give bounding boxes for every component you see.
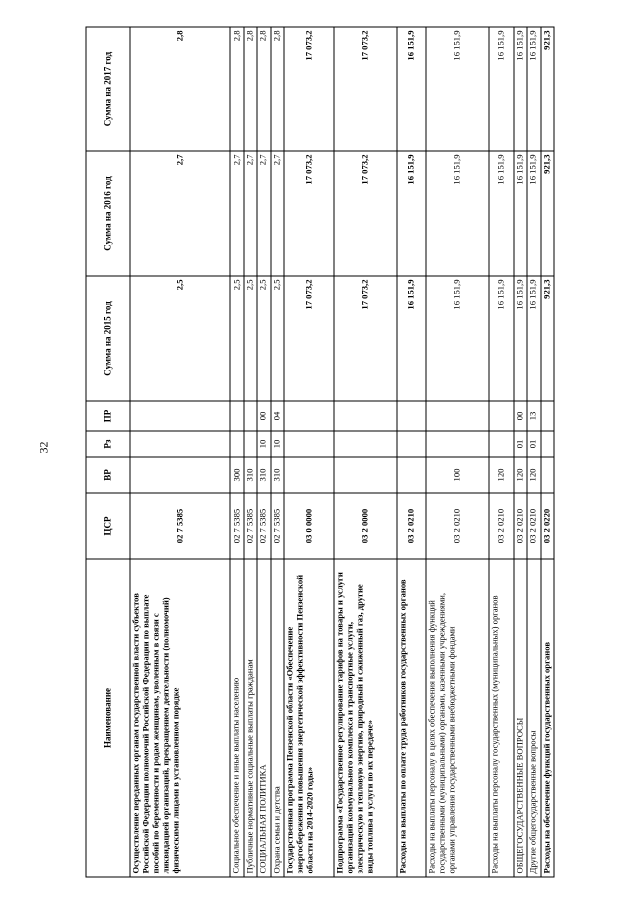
cell-vr: 310 (257, 457, 270, 493)
cell-sum-2016: 2,7 (130, 151, 230, 276)
table-row (334, 27, 397, 877)
cell-vr: 300 (230, 457, 243, 493)
cell-sum-2017: 16 151,9 (514, 27, 527, 151)
cell-csr: 03 2 0220 (541, 493, 555, 559)
table-row (130, 27, 230, 877)
cell-vr (541, 457, 555, 493)
cell-sum-2016: 16 151,9 (426, 151, 489, 276)
cell-pr: 04 (271, 401, 284, 431)
cell-pr (489, 401, 514, 431)
cell-rz: 01 (527, 431, 540, 457)
cell-vr (284, 457, 334, 493)
cell-vr: 310 (271, 457, 284, 493)
cell-sum-2015: 16 151,9 (527, 276, 540, 401)
cell-rz (334, 431, 397, 457)
cell-csr: 03 2 0210 (489, 493, 514, 559)
cell-sum-2015: 2,5 (244, 276, 257, 401)
cell-vr: 120 (514, 457, 527, 493)
cell-rz (244, 431, 257, 457)
cell-csr: 02 7 5385 (271, 493, 284, 559)
cell-rz (130, 431, 230, 457)
cell-sum-2015: 16 151,9 (489, 276, 514, 401)
cell-rz (397, 431, 426, 457)
table-row (426, 27, 489, 877)
header-name: Наименование (86, 559, 130, 877)
cell-rz (230, 431, 243, 457)
header-vr: ВР (86, 457, 130, 493)
cell-sum-2016: 2,7 (230, 151, 243, 276)
cell-sum-2016: 921,3 (541, 151, 555, 276)
page-number: 32 (36, 441, 51, 454)
cell-vr: 120 (527, 457, 540, 493)
cell-vr (334, 457, 397, 493)
cell-sum-2015: 17 073,2 (284, 276, 334, 401)
cell-sum-2017: 2,8 (230, 27, 243, 151)
cell-sum-2016: 17 073,2 (334, 151, 397, 276)
table-row (244, 27, 257, 877)
cell-csr: 03 2 0210 (397, 493, 426, 559)
cell-sum-2017: 16 151,9 (426, 27, 489, 151)
header-rz: Рз (86, 431, 130, 457)
cell-pr (284, 401, 334, 431)
cell-csr: 03 2 0210 (426, 493, 489, 559)
cell-vr: 310 (244, 457, 257, 493)
cell-csr: 03 2 0210 (514, 493, 527, 559)
cell-sum-2017: 17 073,2 (334, 27, 397, 151)
cell-pr: 13 (527, 401, 540, 431)
cell-sum-2017: 2,8 (257, 27, 270, 151)
table-row (257, 27, 270, 877)
cell-sum-2016: 16 151,9 (397, 151, 426, 276)
cell-rz (489, 431, 514, 457)
cell-sum-2015: 16 151,9 (426, 276, 489, 401)
table-row (527, 27, 540, 877)
cell-sum-2015: 2,5 (130, 276, 230, 401)
cell-sum-2015: 921,3 (541, 276, 555, 401)
cell-pr (230, 401, 243, 431)
cell-sum-2017: 16 151,9 (527, 27, 540, 151)
table-row (284, 27, 334, 877)
cell-rz (541, 431, 555, 457)
table-row (541, 27, 555, 877)
cell-sum-2016: 16 151,9 (514, 151, 527, 276)
table-row (230, 27, 243, 877)
cell-rz: 01 (514, 431, 527, 457)
cell-pr: 00 (257, 401, 270, 431)
cell-rz (284, 431, 334, 457)
header-csr: ЦСР (86, 493, 130, 559)
cell-sum-2017: 16 151,9 (489, 27, 514, 151)
cell-pr (426, 401, 489, 431)
cell-rz: 10 (257, 431, 270, 457)
cell-name: Расходы на выплаты по оплате труда работников государственных органов (397, 559, 426, 877)
cell-sum-2017: 17 073,2 (284, 27, 334, 151)
header-row (86, 27, 130, 877)
cell-csr: 02 7 5385 (257, 493, 270, 559)
cell-vr (130, 457, 230, 493)
header-pr: ПР (86, 401, 130, 431)
cell-csr: 03 2 0000 (334, 493, 397, 559)
cell-vr: 100 (426, 457, 489, 493)
cell-name: Расходы на обеспечение функций государственных органов (541, 559, 555, 877)
cell-pr (397, 401, 426, 431)
header-sum-2016: Сумма на 2016 год (86, 151, 130, 276)
cell-name: Расходы на выплаты персоналу в целях обеспечения выполнения функций государственными (муниципальными) органами, казенными учреждениями, органами управления государственными внебюджетными фондами (426, 559, 489, 877)
table-row (514, 27, 527, 877)
cell-rz: 10 (271, 431, 284, 457)
cell-sum-2017: 2,8 (244, 27, 257, 151)
cell-sum-2015: 2,5 (271, 276, 284, 401)
cell-pr (541, 401, 555, 431)
cell-sum-2016: 2,7 (244, 151, 257, 276)
cell-rz (426, 431, 489, 457)
cell-csr: 03 0 0000 (284, 493, 334, 559)
cell-name: Подпрограмма «Государственное регулирование тарифов на товары и услуги организаций коммунального комплекса и транспортные услуги, электрическую и тепловую энергию, природный и сжиженный газ, другие виды топлива и услуги по их передаче» (334, 559, 397, 877)
cell-sum-2015: 16 151,9 (514, 276, 527, 401)
cell-csr: 02 7 5385 (244, 493, 257, 559)
budget-table (86, 26, 555, 877)
cell-sum-2015: 17 073,2 (334, 276, 397, 401)
table-row (271, 27, 284, 877)
cell-pr: 00 (514, 401, 527, 431)
cell-csr: 02 7 5385 (230, 493, 243, 559)
cell-sum-2015: 16 151,9 (397, 276, 426, 401)
cell-sum-2017: 921,3 (541, 27, 555, 151)
rotated-table-container (86, 27, 555, 877)
cell-vr (397, 457, 426, 493)
table-row (489, 27, 514, 877)
cell-name: СОЦИАЛЬНАЯ ПОЛИТИКА (257, 559, 270, 877)
cell-sum-2017: 2,8 (271, 27, 284, 151)
header-sum-2017: Сумма на 2017 год (86, 27, 130, 151)
cell-csr: 02 7 5385 (130, 493, 230, 559)
cell-name: Публичные нормативные социальные выплаты гражданам (244, 559, 257, 877)
cell-pr (244, 401, 257, 431)
header-sum-2015: Сумма на 2015 год (86, 276, 130, 401)
cell-name: Другие общегосударственные вопросы (527, 559, 540, 877)
cell-sum-2017: 2,8 (130, 27, 230, 151)
cell-vr: 120 (489, 457, 514, 493)
cell-name: Охрана семьи и детства (271, 559, 284, 877)
cell-sum-2016: 2,7 (271, 151, 284, 276)
cell-csr: 03 2 0210 (527, 493, 540, 559)
cell-sum-2016: 16 151,9 (489, 151, 514, 276)
cell-name: Государственная программа Пензенской области «Обеспечение энергосбережения и повышения энергетической эффективности Пензенской области на 2014-2020 годы» (284, 559, 334, 877)
cell-sum-2015: 2,5 (230, 276, 243, 401)
cell-pr (334, 401, 397, 431)
table-row (397, 27, 426, 877)
cell-name: ОБЩЕГОСУДАРСТВЕННЫЕ ВОПРОСЫ (514, 559, 527, 877)
cell-name: Расходы на выплаты персоналу государственных (муниципальных) органов (489, 559, 514, 877)
cell-sum-2017: 16 151,9 (397, 27, 426, 151)
cell-name: Осуществление переданных органам государственной власти субъектов Российской Федерации полномочий Российской Федерации по выплате пособий по беременности и родам женщинам, уволенным в связи с ликвидацией организаций, прекращением деятельности (полномочий) физическими лицами в установленном порядке (130, 559, 230, 877)
cell-name: Социальное обеспечение и иные выплаты населению (230, 559, 243, 877)
cell-sum-2015: 2,5 (257, 276, 270, 401)
cell-sum-2016: 16 151,9 (527, 151, 540, 276)
cell-sum-2016: 17 073,2 (284, 151, 334, 276)
cell-sum-2016: 2,7 (257, 151, 270, 276)
cell-pr (130, 401, 230, 431)
